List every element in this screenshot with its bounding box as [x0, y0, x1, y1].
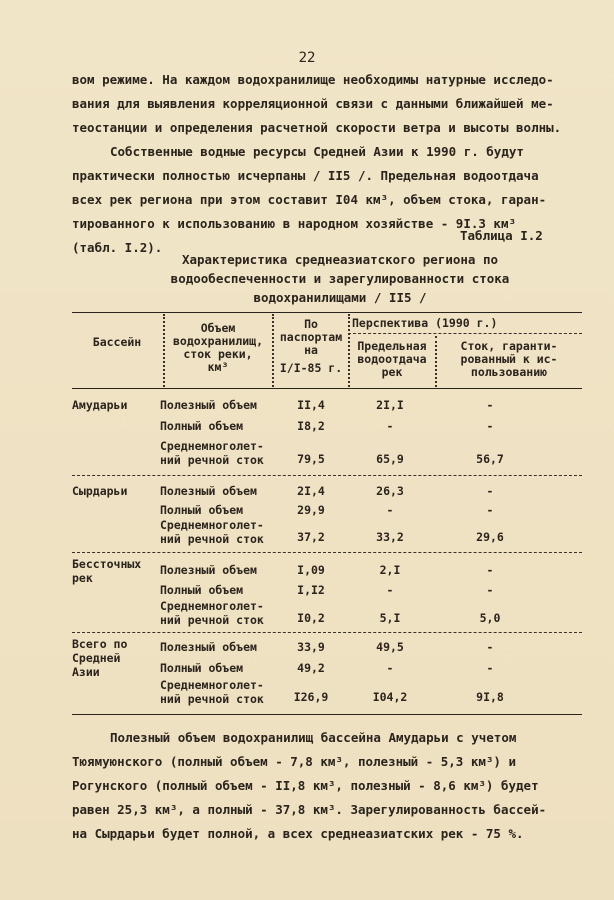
row-label: Среднемноголет- ний речной сток	[160, 439, 264, 467]
text-line: на Сырдарьи будет полной, а всех среднеазиатских рек - 75 %.	[72, 826, 524, 841]
header-guaranteed: Сток, гаранти- рованный к ис- пользованию	[460, 339, 558, 379]
guaranteed-value: -	[486, 484, 494, 498]
guaranteed-value: -	[486, 419, 494, 433]
guaranteed-value: -	[486, 398, 494, 412]
text-line: тированного к использованию в народном хозяйстве - 9I.3 км³	[72, 216, 517, 231]
passport-value: 79,5	[297, 452, 325, 466]
row-label: Среднемноголет- ний речной сток	[160, 678, 264, 706]
limit-value: I04,2	[372, 690, 408, 704]
row-label: Полезный объем	[160, 563, 257, 577]
passport-value: 49,2	[297, 661, 325, 675]
table-top-rule	[72, 312, 582, 313]
group-separator	[72, 552, 582, 553]
basin-name: Сырдарьи	[72, 484, 128, 498]
text-line: Рогунского (полный объем - II,8 км³, полезный - 8,6 км³) будет	[72, 778, 539, 793]
limit-value: 26,3	[376, 484, 404, 498]
text-line: Собственные водные ресурсы Средней Азии к 1990 г. будут	[110, 144, 524, 159]
guaranteed-value: 56,7	[476, 452, 504, 466]
group-separator	[72, 475, 582, 476]
paragraph-intro	[72, 68, 572, 140]
guaranteed-value: -	[486, 640, 494, 654]
limit-value: 2I,I	[376, 398, 404, 412]
passport-value: 29,9	[297, 503, 325, 517]
limit-value: -	[386, 583, 394, 597]
passport-value: I8,2	[297, 419, 325, 433]
basin-name: Бессточных рек	[72, 557, 142, 585]
text-line: вом режиме. На каждом водохранилище необходимы натурные исследо-	[72, 72, 554, 87]
limit-value: 49,5	[376, 640, 404, 654]
guaranteed-value: -	[486, 583, 494, 597]
text-line: вания для выявления корреляционной связи с данными ближайшей ме-	[72, 96, 554, 111]
guaranteed-value: 5,0	[479, 611, 501, 625]
basin-name: Всего по Средней Азии	[72, 637, 128, 679]
paragraph-conclusion	[72, 726, 582, 846]
caption-line: Характеристика среднеазиатского региона по	[181, 252, 499, 267]
row-label: Среднемноголет- ний речной сток	[160, 599, 264, 627]
table-caption	[110, 250, 570, 307]
guaranteed-value: -	[486, 661, 494, 675]
limit-value: -	[386, 419, 394, 433]
text-line: Полезный объем водохранилищ бассейна Амударьи с учетом	[110, 730, 517, 745]
passport-value: 2I,4	[297, 484, 325, 498]
passport-value: I0,2	[297, 611, 325, 625]
passport-value: I,09	[297, 563, 325, 577]
limit-value: 2,I	[379, 563, 401, 577]
text-line: равен 25,3 км³, а полный - 37,8 км³. Зарегулированность бассей-	[72, 802, 547, 817]
caption-line: водохранилищами / II5 /	[253, 290, 427, 305]
row-label: Полезный объем	[160, 640, 257, 654]
guaranteed-value: 29,6	[476, 530, 504, 544]
text-line: практически полностью исчерпаны / II5 /. Предельная водоотдача	[72, 168, 539, 183]
limit-value: 5,I	[379, 611, 401, 625]
guaranteed-value: -	[486, 563, 494, 577]
table-bottom-rule	[72, 714, 582, 715]
guaranteed-value: 9I,8	[476, 690, 504, 704]
passport-value: I,I2	[297, 583, 325, 597]
row-label: Полезный объем	[160, 484, 257, 498]
row-label: Полезный объем	[160, 398, 257, 412]
text-line: теостанции и определения расчетной скорости ветра и высоты волны.	[72, 120, 562, 135]
row-label: Полный объем	[160, 419, 244, 433]
passport-value: 37,2	[297, 530, 325, 544]
header-limit: Предельная водоотдача рек	[357, 339, 427, 379]
limit-value: -	[386, 661, 394, 675]
limit-value: -	[386, 503, 394, 517]
text-line: всех рек региона при этом составит I04 км³, объем стока, гаран-	[72, 192, 547, 207]
limit-value: 33,2	[376, 530, 404, 544]
table-number: Таблица I.2	[460, 228, 543, 243]
passport-value: I26,9	[293, 690, 329, 704]
header-passport: По паспортам на I/I-85 г.	[279, 317, 343, 375]
table-header-rule	[72, 388, 582, 389]
caption-line: водообеспеченности и зарегулированности стока	[170, 271, 510, 286]
header-basin: Бассейн	[92, 335, 142, 349]
group-separator	[72, 632, 582, 633]
basin-name: Амударьи	[72, 398, 128, 412]
passport-value: II,4	[297, 398, 325, 412]
row-label: Среднемноголет- ний речной сток	[160, 518, 264, 546]
text-line: Тюямуюнского (полный объем - 7,8 км³, полезный - 5,3 км³) и	[72, 754, 517, 769]
row-label: Полный объем	[160, 661, 244, 675]
row-label: Полный объем	[160, 583, 244, 597]
limit-value: 65,9	[376, 452, 404, 466]
header-volume: Объем водохранилищ, сток реки, км³	[172, 321, 263, 374]
row-label: Полный объем	[160, 503, 244, 517]
header-sub-rule	[348, 333, 582, 334]
passport-value: 33,9	[297, 640, 325, 654]
guaranteed-value: -	[486, 503, 494, 517]
page-number: 22	[298, 50, 316, 66]
text-line: (табл. I.2).	[72, 240, 163, 255]
header-perspective: Перспектива (1990 г.)	[352, 316, 498, 330]
